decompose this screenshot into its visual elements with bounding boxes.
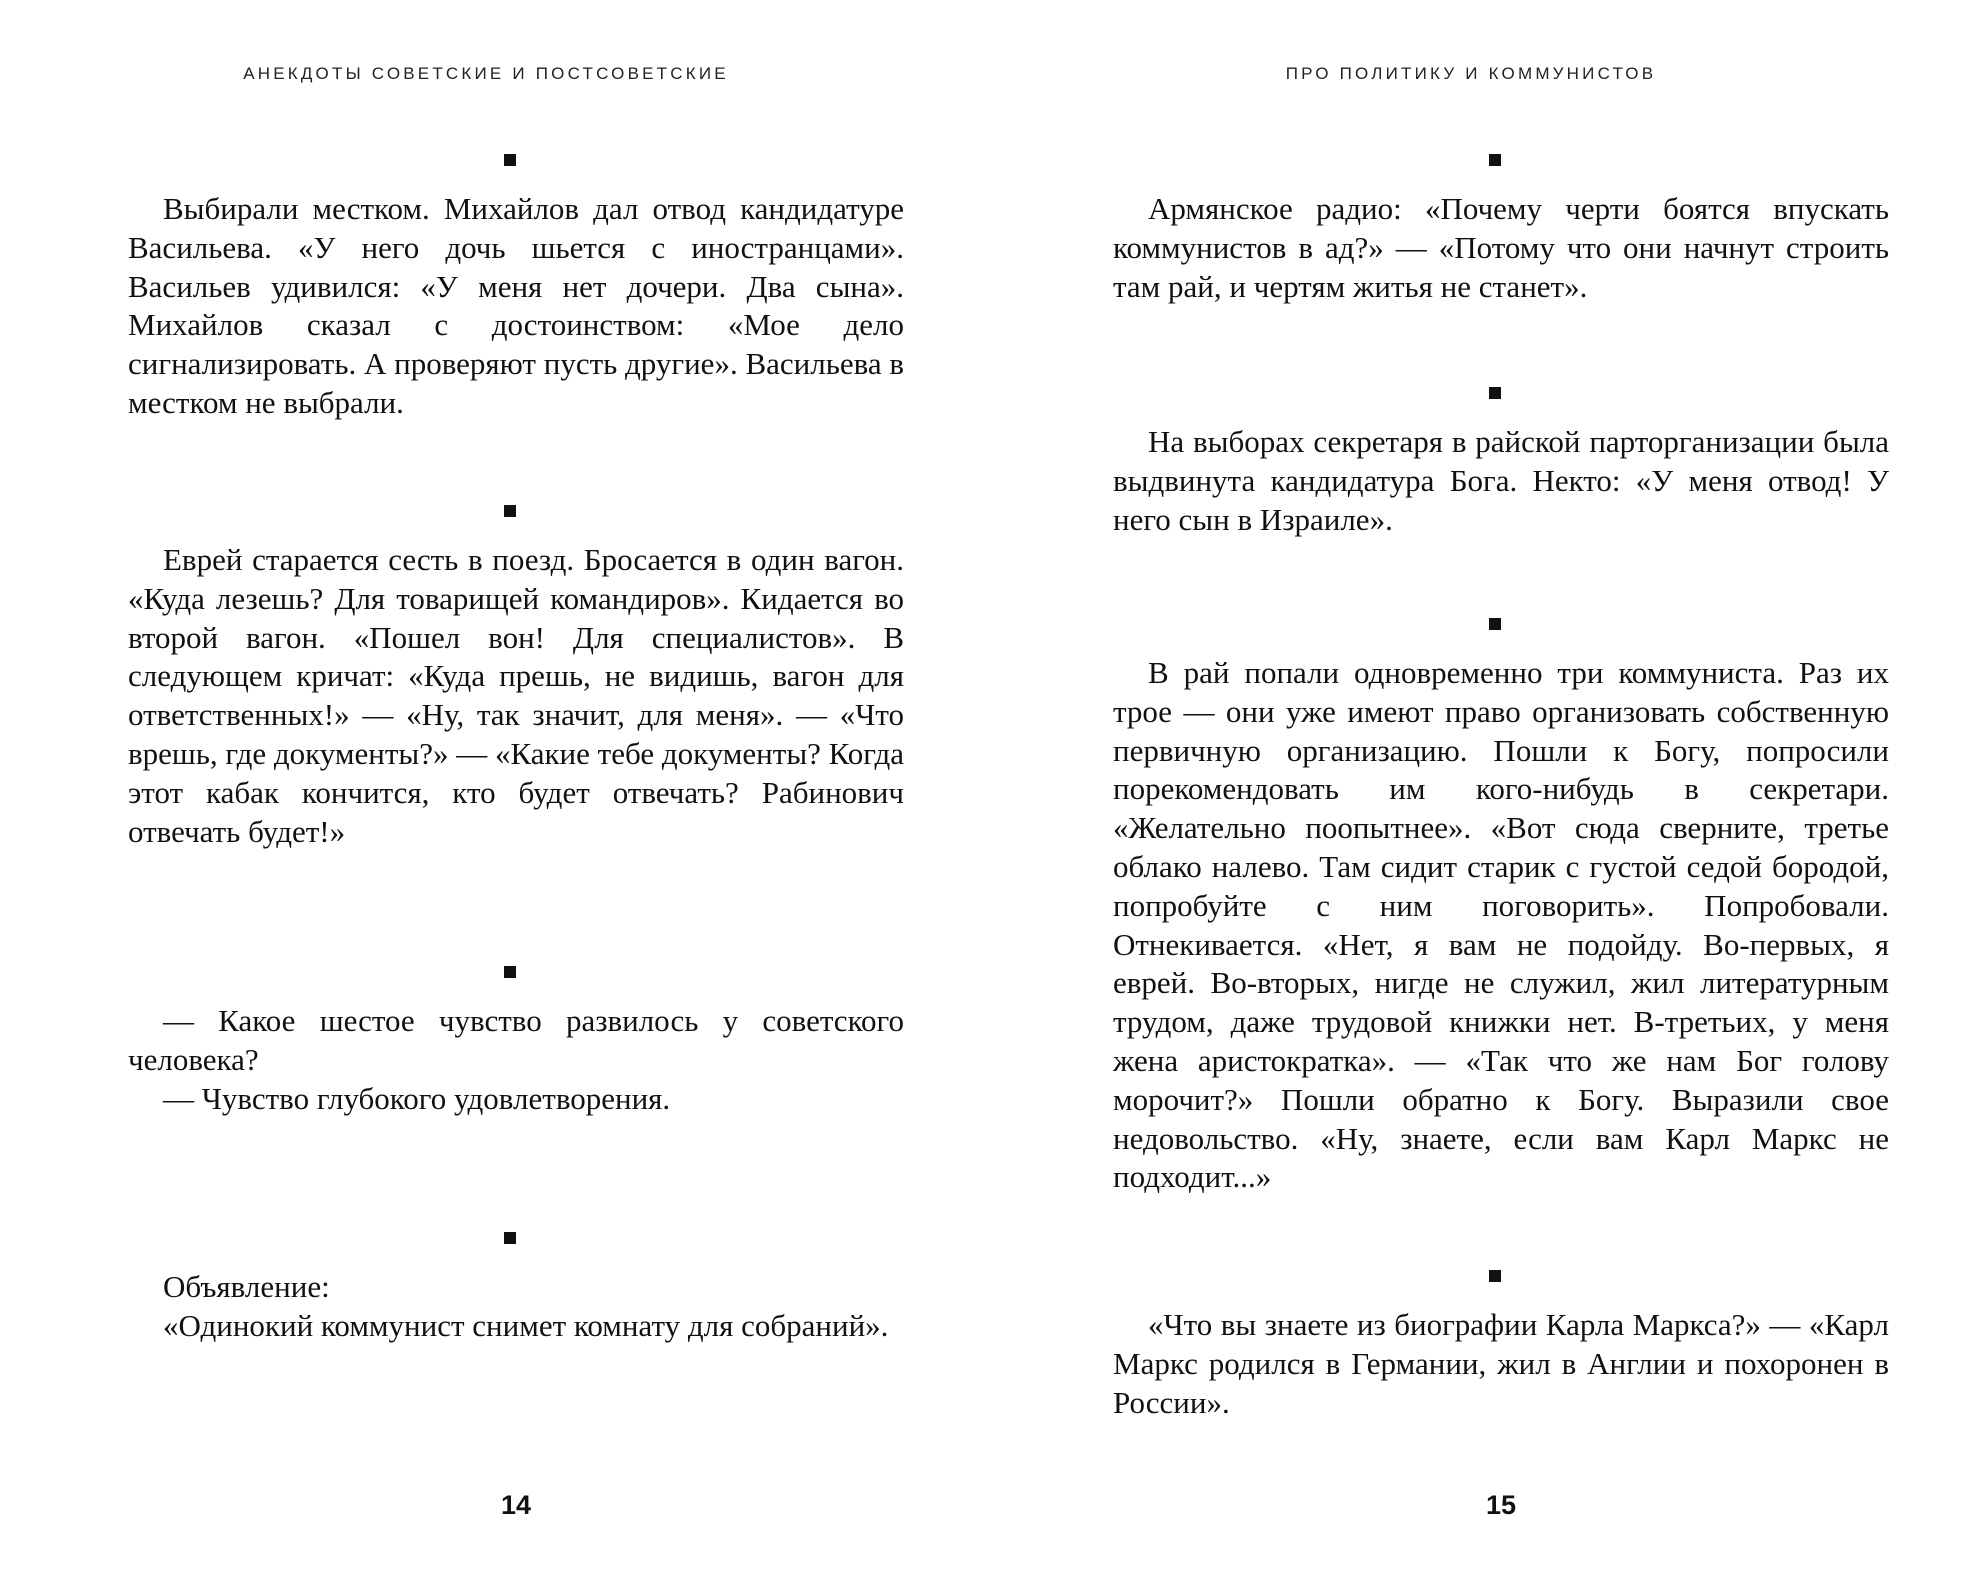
joke-text: Выбирали местком. Михайлов дал отвод кандидатуре Васильева. «У него дочь шьется с иностранцами». Васильев удивился: «У меня нет дочери. Два сына». Михайлов сказал с достоинством: «Мое дело сигнализировать. А проверяют пусть другие». Васильева в местком не выбрали.	[128, 191, 904, 420]
joke-text: На выборах секретаря в райской парторганизации была выдвинута кандидатура Бога. Некто: «У меня отвод! У него сын в Израиле».	[1113, 424, 1889, 537]
joke-text: Еврей старается сесть в поезд. Бросается в один вагон. «Куда лезешь? Для товарищей командиров». Кидается во второй вагон. «Пошел вон! Для специалистов». В следующем кричат: «Куда прешь, не видишь, вагон для ответственных!» — «Ну, так значит, для меня». — «Что врешь, где документы?» — «Какие тебе документы? Когда этот кабак кончится, кто будет отвечать? Рабинович отвечать будет!»	[128, 542, 904, 849]
joke-block	[1113, 154, 1889, 306]
separator-square-icon	[1113, 154, 1889, 170]
running-head-right: ПРО ПОЛИТИКУ И КОММУНИСТОВ	[1285, 64, 1657, 83]
joke-text: «Что вы знаете из биографии Карла Маркса?» — «Карл Маркс родился в Германии, жил в Англии и похоронен в России».	[1113, 1307, 1889, 1420]
left-page	[128, 0, 904, 1593]
joke-line: «Одинокий коммунист снимет комнату для собраний».	[163, 1307, 889, 1343]
joke-line: — Чувство глубокого удовлетворения.	[163, 1080, 671, 1116]
separator-square-icon	[128, 966, 904, 982]
joke-block	[128, 505, 904, 851]
joke-line: — Какое шестое чувство развилось у советского человека?	[128, 1003, 904, 1077]
right-page	[1113, 0, 1889, 1593]
joke-line: Объявление:	[163, 1269, 330, 1304]
separator-square-icon	[1113, 1270, 1889, 1286]
page-number-left: 14	[500, 1490, 532, 1520]
joke-block	[1113, 1270, 1889, 1422]
joke-block	[1113, 387, 1889, 539]
separator-square-icon	[128, 1232, 904, 1248]
joke-text: В рай попали одновременно три коммуниста. Раз их трое — они уже имеют право организовать собственную первичную организацию. Пошли к Богу, попросили порекомендовать им кого-нибудь в секретари. «Желательно поопытнее». «Вот сюда сверните, третье облако налево. Там сидит старик с густой седой бородой, попробуйте с ним поговорить». Попробовали. Отнекивается. «Нет, я вам не подойду. Во-первых, я еврей. Во-вторых, нигде не служил, жил литературным трудом, даже трудовой книжки нет. В-третьих, у меня жена аристократка». — «Так что же нам Бог голову морочит?» Пошли обратно к Богу. Выразили свое недовольство. «Ну, знаете, если вам Карл Маркс не подходит...»	[1113, 655, 1889, 1195]
separator-square-icon	[128, 505, 904, 521]
running-head-left: АНЕКДОТЫ СОВЕТСКИЕ И ПОСТСОВЕТСКИЕ	[243, 64, 729, 83]
separator-square-icon	[1113, 387, 1889, 403]
joke-block	[1113, 618, 1889, 1197]
joke-block	[128, 154, 904, 423]
joke-text: Армянское радио: «Почему черти боятся впускать коммунистов в ад?» — «Потому что они начнут строить там рай, и чертям житья не станет».	[1113, 191, 1889, 304]
separator-square-icon	[1113, 618, 1889, 634]
joke-block	[128, 966, 904, 1118]
page-number-right: 15	[1485, 1490, 1517, 1520]
joke-block	[128, 1232, 904, 1346]
separator-square-icon	[128, 154, 904, 170]
